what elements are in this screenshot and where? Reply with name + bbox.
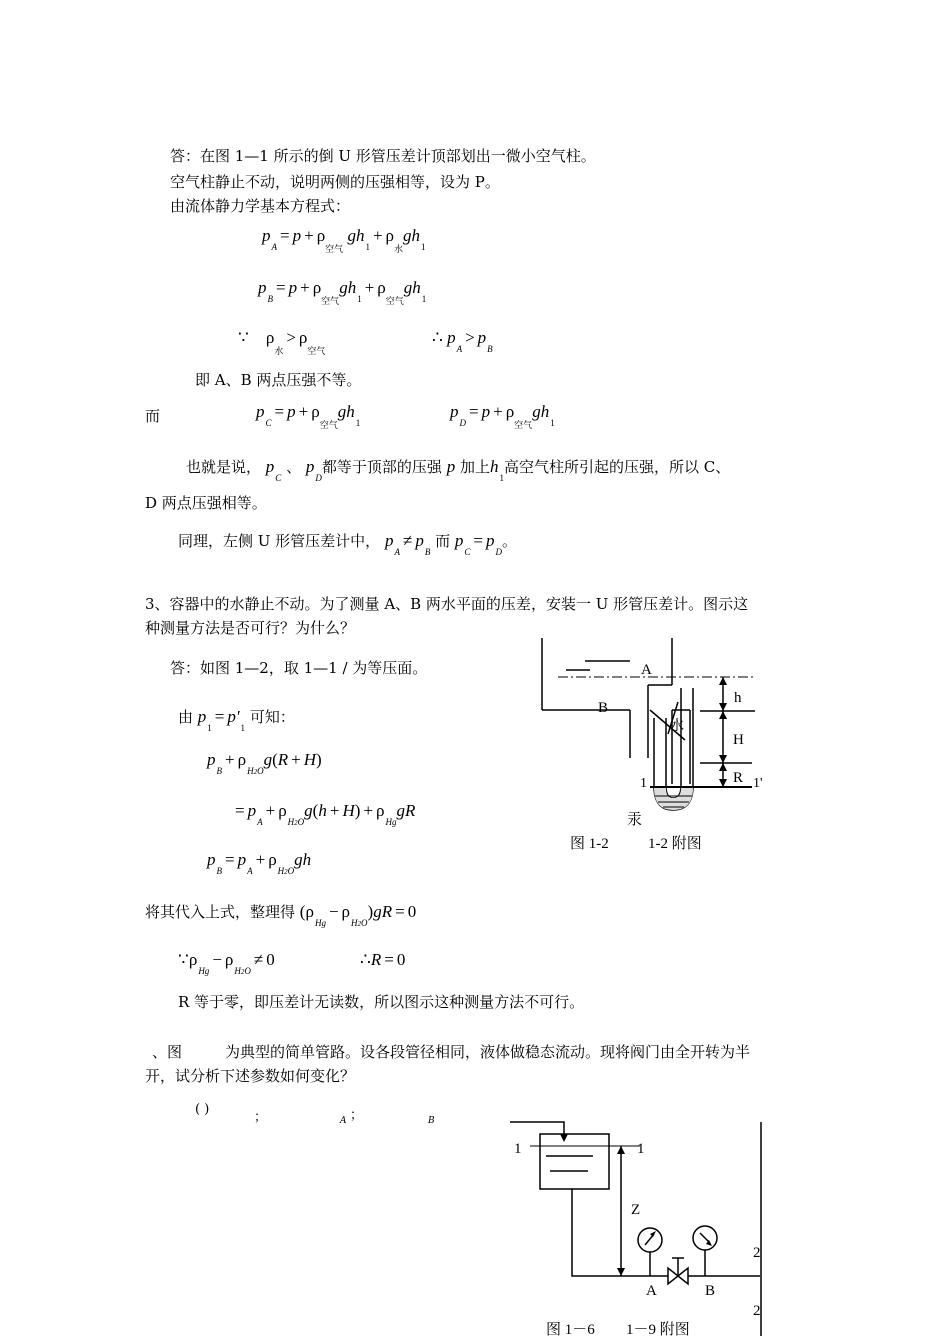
equation-pA: $p_A= p + \rho_{空气}$ $gh_1+ \rho_水gh_1$ xyxy=(262,226,426,254)
fragment-semicolon-1: ； xyxy=(254,1110,268,1125)
figure-1-6 xyxy=(500,1112,780,1340)
rho-difference: $\because\rho_{Hg}- \rho_{H2O}\ne 0$ xyxy=(178,950,275,976)
fragment-paren: ( ) xyxy=(195,1102,210,1117)
equation-pA-rhs: = $p_A+ \rho_{H2O}g(h + H) + \rho_{Hg}gR$ xyxy=(235,801,416,827)
label-2-bottom: 2 xyxy=(753,1303,761,1319)
substitution-line: 将其代入上式，整理得 $(\rho_{Hg}- \rho_{H2O})gR = 0$ xyxy=(145,902,417,928)
question-3-line-1: 3、容器中的水静止不动。为了测量 A、B 两水平面的压差，安装一 U 形管压差计。图示这 xyxy=(145,595,749,613)
label-mercury: 汞 xyxy=(627,812,643,828)
figure-1-2 xyxy=(530,630,790,860)
label-1-left: 1 xyxy=(514,1141,522,1157)
inequality-pA-pB: ∴ $p_A> p_B$ xyxy=(432,328,493,354)
question-4-line-1: 、图 为典型的简单管路。设各段管径相同，液体做稳态流动。现将阀门由全开转为半 xyxy=(152,1043,750,1061)
label-water: 水 xyxy=(670,719,684,734)
equation-pB-lhs: $p_B+ \rho_{H2O}g(R + H)$ xyxy=(207,750,322,776)
explanation-line-2: D 两点压强相等。 xyxy=(145,494,267,512)
label-1: 1 xyxy=(640,776,647,791)
equation-pD: $p_D= p + \rho_{空气}gh_1$ xyxy=(450,402,555,430)
question-4-line-2: 开，试分析下述参数如何变化？ xyxy=(145,1067,356,1085)
answer-line-3: 由流体静力学基本方程式： xyxy=(170,197,351,215)
fragment-semicolon-2: ； xyxy=(350,1108,364,1123)
answer-3-line-1: 答：如图 1—2，取 1—1 / 为等压面。 xyxy=(170,659,428,677)
figure-1-2-caption-a: 图 1-2 xyxy=(570,836,609,852)
label-R: R xyxy=(733,770,744,786)
R-equals-zero: ∴R = 0 xyxy=(360,950,406,969)
label-H: H xyxy=(733,732,744,748)
tank xyxy=(540,1134,609,1189)
label-A: A xyxy=(646,1283,657,1299)
label-1-right: 1 xyxy=(637,1141,645,1157)
same-reasoning-line: 同理，左侧 U 形管压差计中， $p_A\ne p_B$ 而 $p_C= p_D$。 xyxy=(178,531,518,557)
question-3-line-2: 种测量方法是否可行？为什么？ xyxy=(145,619,356,637)
label-1-prime: 1' xyxy=(753,776,763,791)
label-2-top: 2 xyxy=(753,1245,761,1261)
answer-line-1: 答：在图 1—1 所示的倒 U 形管压差计顶部划出一微小空气柱。 xyxy=(170,147,596,165)
figure-1-6-caption-a: 图 1－6 xyxy=(546,1322,595,1338)
figure-1-6-caption-b: 1－9 附图 xyxy=(626,1322,690,1338)
equation-pB-pA: $p_B= p_A+ \rho_{H2O}gh$ xyxy=(207,850,312,876)
label-h: h xyxy=(734,690,742,706)
label-A: A xyxy=(641,662,652,678)
label-B: B xyxy=(598,700,609,716)
equation-pB: $p_B= p + \rho_{空气}gh_1+ \rho_{空气}gh_1$ xyxy=(258,278,427,306)
equal-pressure-condition: 由 $p_1= p'_1$ 可知： xyxy=(178,707,295,733)
label-er: 而 xyxy=(145,407,161,425)
conclusion-1: 即 A、B 两点压强不等。 xyxy=(195,371,362,389)
fragment-B: B xyxy=(428,1116,435,1126)
fragment-A: A xyxy=(340,1116,347,1126)
figure-1-2-caption-b: 1-2 附图 xyxy=(648,836,702,852)
label-B: B xyxy=(705,1283,716,1299)
equation-pC: $p_C= p + \rho_{空气}gh_1$ xyxy=(256,402,361,430)
conclusion-3: R 等于零，即压差计无读数，所以图示这种测量方法不可行。 xyxy=(178,993,585,1011)
explanation-line: 也就是说， $p_C$ 、 $p_D$都等于顶部的压强 p 加上$h_1$高空气柱所引起的压强，所以 C、 xyxy=(186,457,731,483)
label-Z: Z xyxy=(631,1202,641,1218)
answer-line-2: 空气柱静止不动，说明两侧的压强相等，设为 P。 xyxy=(170,173,500,191)
inequality-rho: ∵ $\rho_水> \rho_{空气}$ xyxy=(238,328,326,356)
